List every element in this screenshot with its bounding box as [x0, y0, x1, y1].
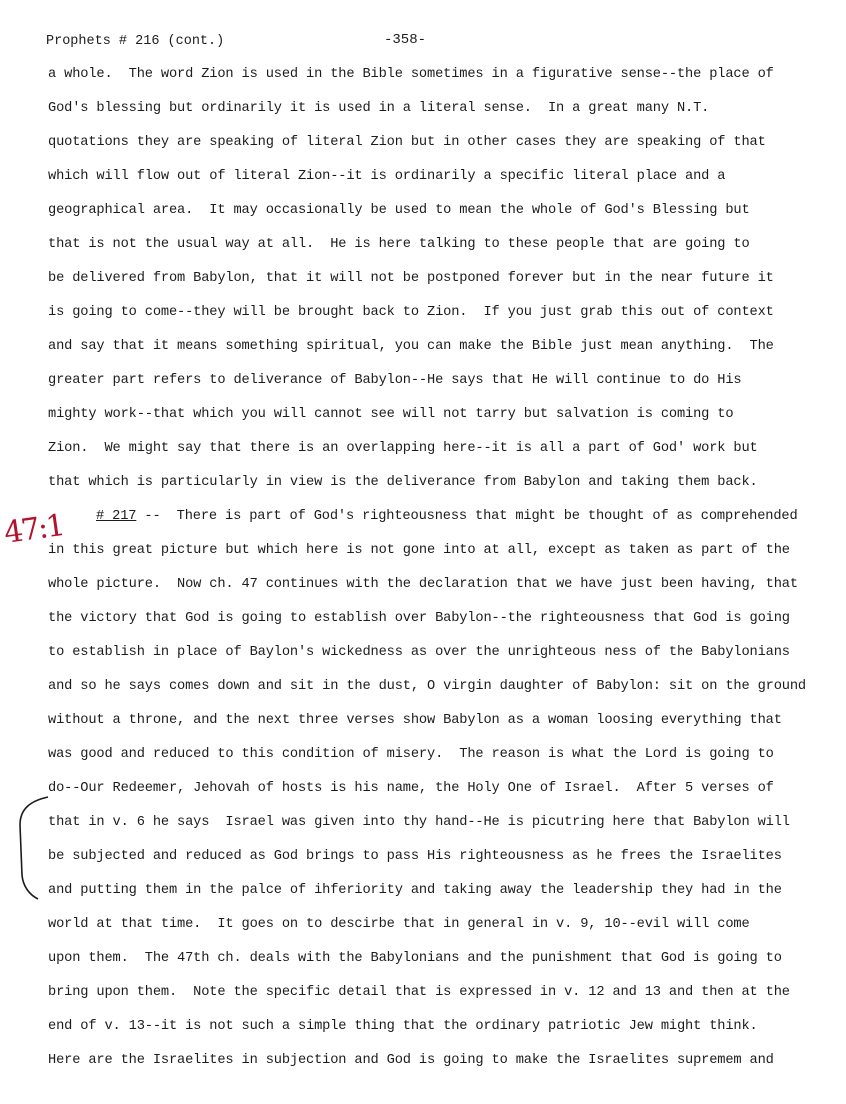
text-line: mighty work--that which you will cannot see will not tarry but salvation is coming to — [48, 407, 734, 422]
text-line: and putting them in the palce of ihferiority and taking away the leadership they had in the — [48, 883, 782, 898]
text-line: greater part refers to deliverance of Babylon--He says that He will continue to do His — [48, 373, 742, 388]
text-line: geographical area. It may occasionally be used to mean the whole of God's Blessing but — [48, 203, 750, 218]
text-line: world at that time. It goes on to descirbe that in general in v. 9, 10--evil will come — [48, 917, 750, 932]
text-line: God's blessing but ordinarily it is used in a literal sense. In a great many N.T. — [48, 101, 710, 116]
text-line: that which is particularly in view is the deliverance from Babylon and taking them back. — [48, 475, 758, 490]
section-heading-line — [96, 510, 798, 524]
text-line: the victory that God is going to establish over Babylon--the righteousness that God is going — [48, 611, 790, 626]
text-line: be delivered from Babylon, that it will not be postponed forever but in the near future it — [48, 271, 774, 286]
text-line: which will flow out of literal Zion--it is ordinarily a specific literal place and a — [48, 169, 726, 184]
page-number: -358- — [384, 32, 427, 48]
text-line: was good and reduced to this condition of misery. The reason is what the Lord is going to — [48, 747, 774, 762]
page-header-title: Prophets # 216 (cont.) — [46, 34, 225, 49]
section-number: # 217 — [96, 509, 137, 524]
text-line: upon them. The 47th ch. deals with the Babylonians and the punishment that God is going to — [48, 951, 782, 966]
text-line: quotations they are speaking of literal Zion but in other cases they are speaking of that — [48, 135, 766, 150]
text-line: whole picture. Now ch. 47 continues with the declaration that we have just been having, that — [48, 577, 798, 592]
text-line: end of v. 13--it is not such a simple thing that the ordinary patriotic Jew might think. — [48, 1019, 758, 1034]
handwritten-margin-bracket — [12, 795, 52, 905]
text-line: bring upon them. Note the specific detail that is expressed in v. 12 and 13 and then at the — [48, 985, 790, 1000]
text-line: that in v. 6 he says Israel was given into thy hand--He is picutring here that Babylon will — [48, 815, 790, 830]
text-line: and so he says comes down and sit in the dust, O virgin daughter of Babylon: sit on the ground — [48, 679, 807, 694]
text-line: and say that it means something spiritual, you can make the Bible just mean anything. The — [48, 339, 774, 354]
section-first-line: -- There is part of God's righteousness that might be thought of as comprehended — [136, 509, 798, 524]
text-line: a whole. The word Zion is used in the Bible sometimes in a figurative sense--the place of — [48, 67, 774, 82]
text-line: without a throne, and the next three verses show Babylon as a woman loosing everything that — [48, 713, 782, 728]
text-line: that is not the usual way at all. He is here talking to these people that are going to — [48, 237, 750, 252]
text-line: be subjected and reduced as God brings to pass His righteousness as he frees the Israelites — [48, 849, 782, 864]
text-line: is going to come--they will be brought back to Zion. If you just grab this out of context — [48, 305, 774, 320]
text-line: Zion. We might say that there is an overlapping here--it is all a part of God' work but — [48, 441, 758, 456]
text-line: Here are the Israelites in subjection and God is going to make the Israelites supremem and — [48, 1053, 774, 1068]
text-line: to establish in place of Baylon's wickedness as over the unrighteous ness of the Babylonians — [48, 645, 790, 660]
text-line: in this great picture but which here is not gone into at all, except as taken as part of the — [48, 543, 790, 558]
text-line: do--Our Redeemer, Jehovah of hosts is his name, the Holy One of Israel. After 5 verses of — [48, 781, 774, 796]
handwritten-margin-note: 47:1 — [1, 508, 66, 551]
